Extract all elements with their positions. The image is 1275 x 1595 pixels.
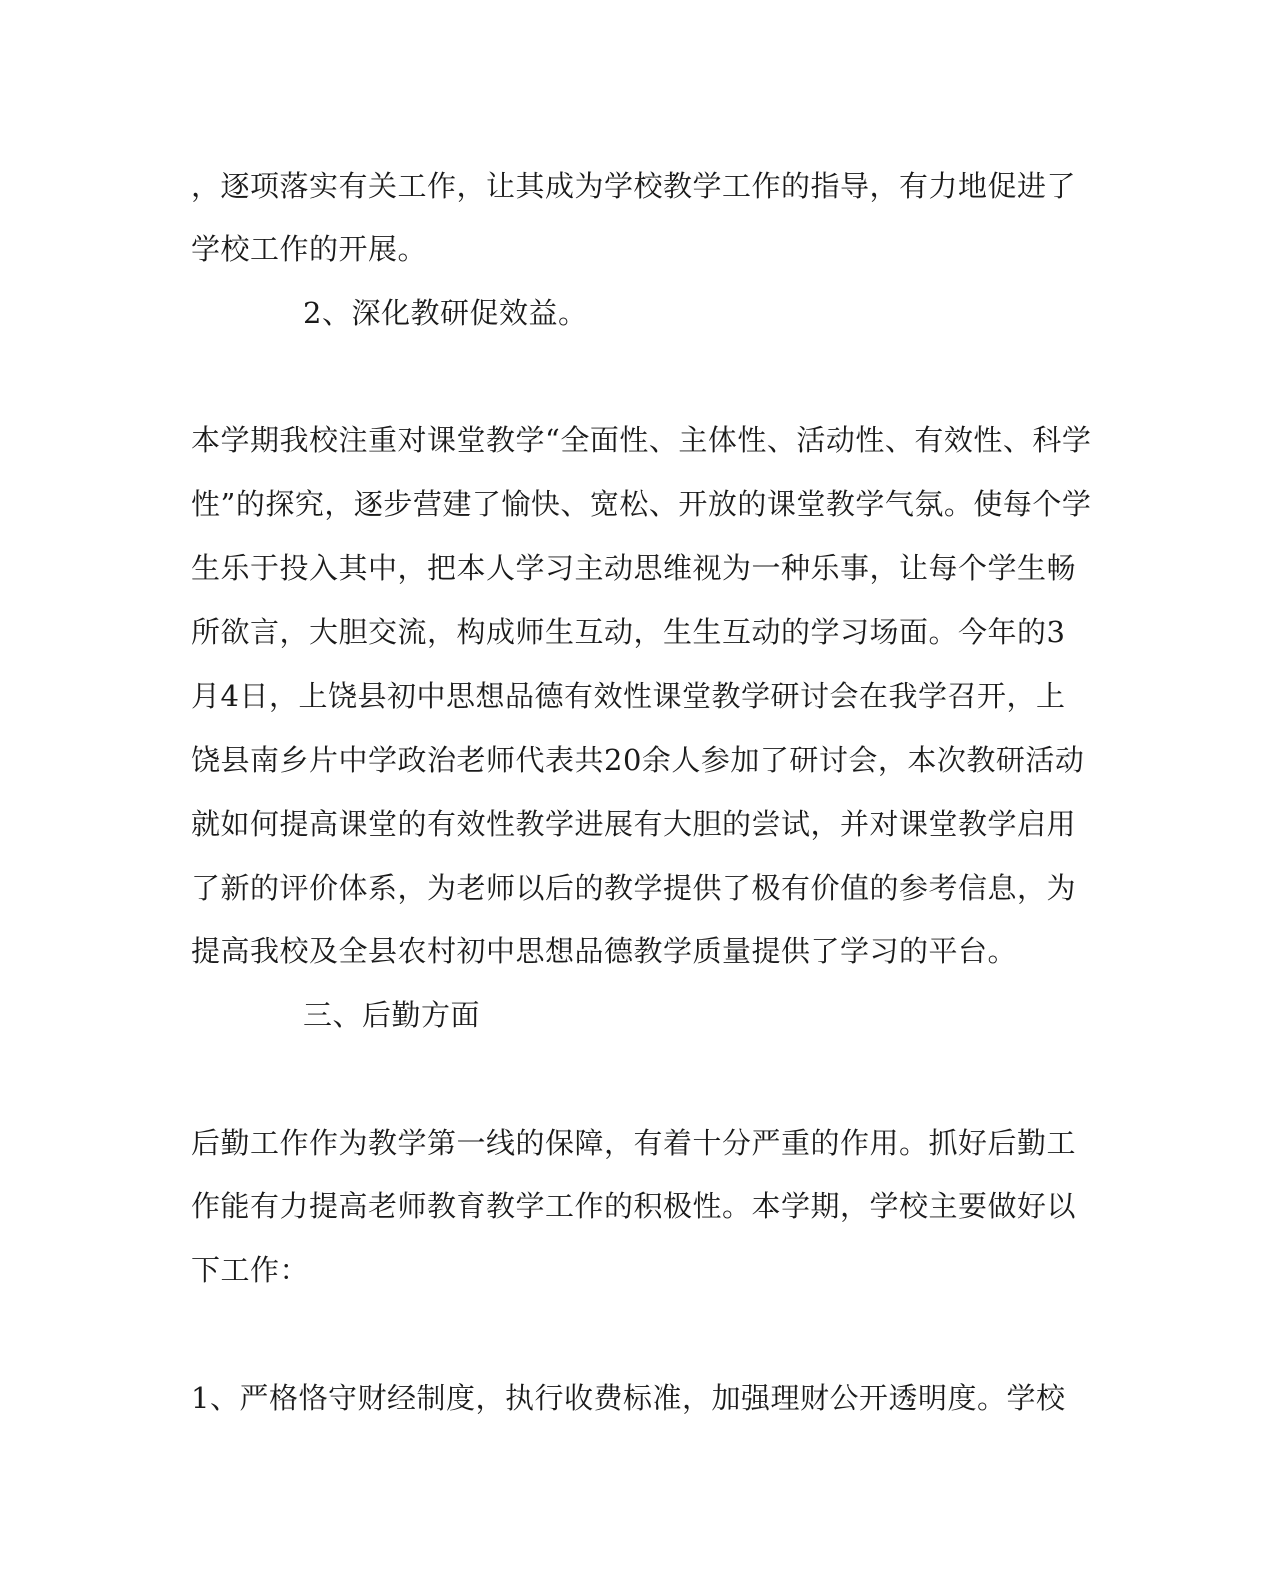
text-line: 就如何提高课堂的有效性教学进展有大胆的尝试，并对课堂教学启用 [191,807,1077,841]
section-heading: 2、深化教研促效益。 [303,296,588,330]
text-line: 所欲言，大胆交流，构成师生互动，生生互动的学习场面。今年的3 [191,615,1066,649]
text-line: 学校工作的开展。 [191,232,428,266]
text-line: ，逐项落实有关工作，让其成为学校教学工作的指导，有力地促进了 [191,169,1077,203]
text-line: 本学期我校注重对课堂教学“全面性、主体性、活动性、有效性、科学 [191,423,1092,457]
section-heading: 三、后勤方面 [303,998,481,1032]
text-line: 生乐于投入其中，把本人学习主动思维视为一种乐事，让每个学生畅 [191,551,1077,585]
text-line: 后勤工作作为教学第一线的保障，有着十分严重的作用。抓好后勤工 [191,1126,1077,1160]
text-line: 饶县南乡片中学政治老师代表共20余人参加了研讨会，本次教研活动 [191,743,1085,777]
text-line: 1、严格恪守财经制度，执行收费标准，加强理财公开透明度。学校 [191,1381,1066,1415]
text-line: 作能有力提高老师教育教学工作的积极性。本学期，学校主要做好以 [191,1189,1077,1223]
text-line: 了新的评价体系，为老师以后的教学提供了极有价值的参考信息，为 [191,871,1077,905]
text-line: 提高我校及全县农村初中思想品德教学质量提供了学习的平台。 [191,934,1018,968]
text-line: 月4日，上饶县初中思想品德有效性课堂教学研讨会在我学召开，上 [191,679,1066,713]
text-line: 性”的探究，逐步营建了愉快、宽松、开放的课堂教学气氛。使每个学 [191,487,1092,521]
text-line: 下工作： [191,1253,310,1287]
